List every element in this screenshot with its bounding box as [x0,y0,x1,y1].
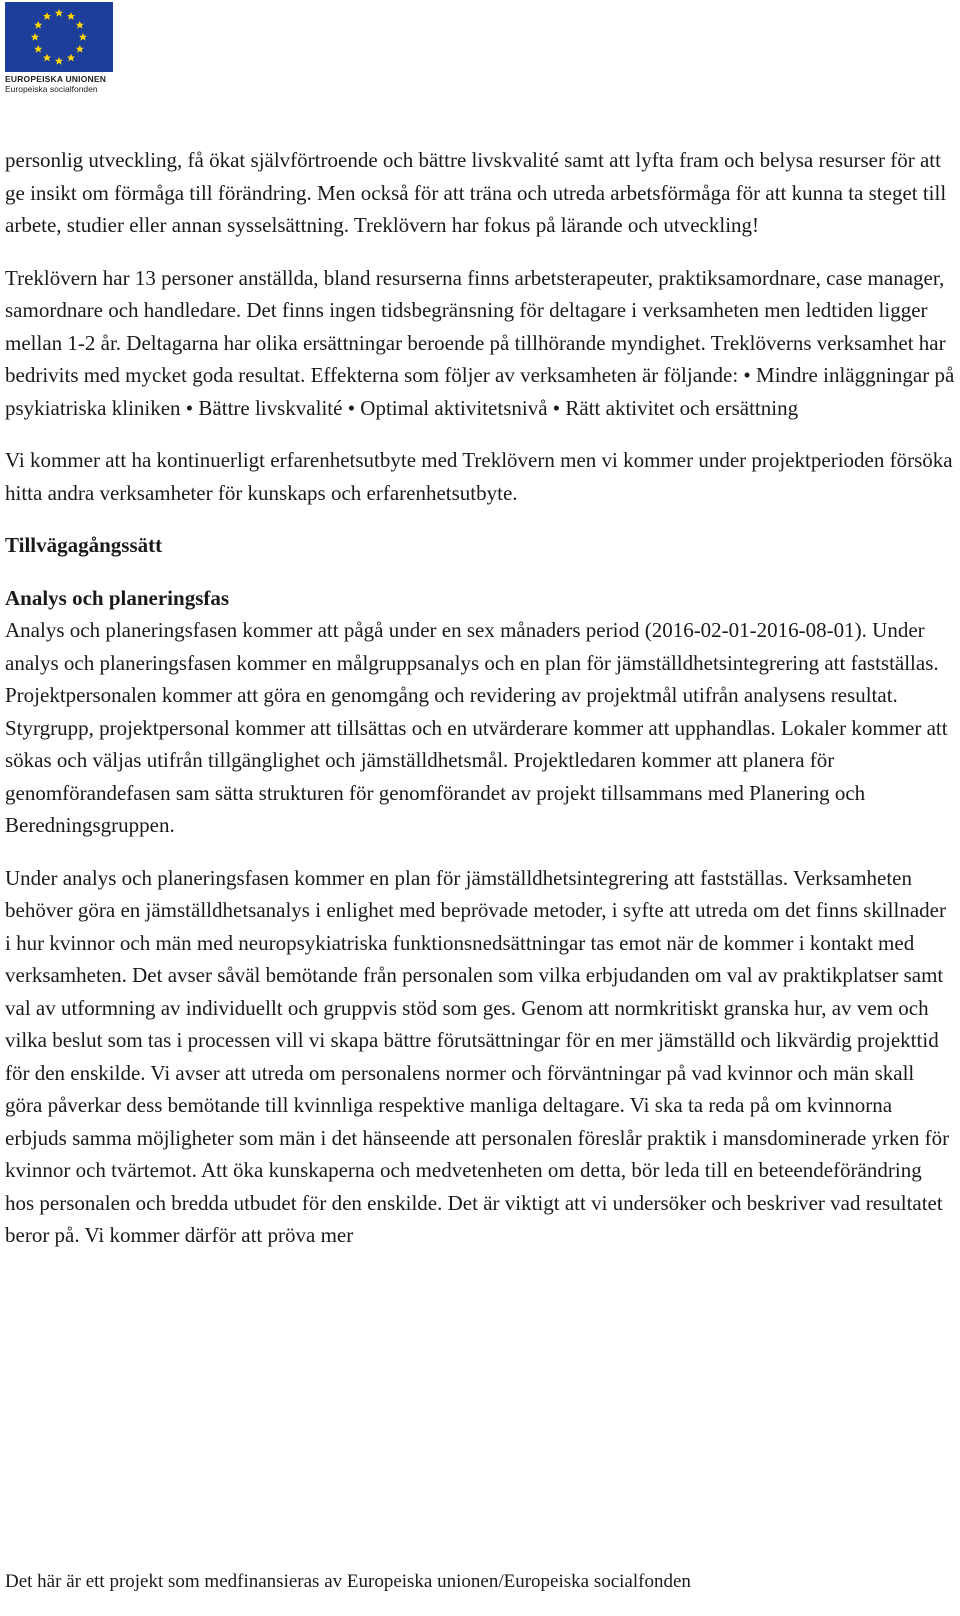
subsection-heading: Analys och planeringsfas [5,585,230,610]
paragraph-5: Under analys och planeringsfasen kommer en plan för jämställdhetsintegrering att fastställas. Verksamheten behöver göra en jämställdhetsanalys i enlighet med beprövade metoder, i syfte att utreda om det finns skillnader i hur kvinnor och män med neuropsykiatriska funktionsnedsättningar tas emot när de kommer i kontakt med verksamheten. Det avser såväl bemötande från personalen som vilka erbjudanden om val av praktikplatser samt val av utformning av individuellt och gruppvis stöd som ges. Genom att normkritiskt granska hur, av vem och vilka beslut som tas i processen vill vi skapa bättre förutsättningar för en mer jämställd och likvärdig projekttid för den enskilde. Vi avser att utreda om personalens normer och förväntningar på vad kvinnor och män skall göra påverkar dess bemötande till kvinnliga respektive manliga deltagare. Vi ska ta reda på om kvinnorna erbjuds samma möjligheter som män i det hänseende att personalen föreslår praktik i mansdominerade yrken för kvinnor och tvärtemot. Att öka kunskaperna och medvetenheten om detta, bör leda till en beteendeförändring hos personalen och bredda utbudet för den enskilde. Det är viktigt att vi undersöker och beskriver vad resultatet beror på. Vi kommer därför att pröva mer [5,865,950,1247]
logo-text [5,74,115,94]
star-icon [34,45,42,53]
star-icon [67,12,75,20]
paragraph-3: Vi kommer att ha kontinuerligt erfarenhetsutbyte med Treklövern men vi kommer under projektperioden försöka hitta andra verksamheter för kunskaps och erfarenhetsutbyte. [5,448,953,505]
star-icon [79,33,87,41]
star-icon [76,45,84,53]
star-icon [55,57,63,65]
logo-subtitle: Europeiska socialfonden [5,84,98,94]
star-icon [34,21,42,29]
star-icon [67,54,75,62]
eu-flag-icon [5,2,113,72]
eu-logo [5,2,115,92]
eu-stars [5,2,113,72]
paragraph-4: Analys och planeringsfasen kommer att pågå under en sex månaders period (2016-02-01-2016-08-01). Under analys och planeringsfasen kommer en målgruppsanalys och en plan för jämställdhetsintegrering att fastställas. Projektpersonalen kommer att göra en genomgång och revidering av projektmål utifrån analysens resultat. Styrgrupp, projektpersonal kommer att tillsättas och en utvärderare kommer att upphandlas. Lokaler kommer att sökas och väljas utifrån tillgänglighet och jämställdhetsmål. Projektledaren kommer att planera för genomförandefasen sam sätta strukturen för genomförandet av projekt tillsammans med Planering och Beredningsgruppen. [5,618,948,837]
logo-title: EUROPEISKA UNIONEN [5,74,107,84]
paragraph-2: Treklövern har 13 personer anställda, bland resurserna finns arbetsterapeuter, praktiksamordnare, case manager, samordnare och handledare. Det finns ingen tidsbegränsning för deltagare i verksamheten men ledtiden ligger mellan 1-2 år. Deltagarna har olika ersättningar beroende på tillhörande myndighet. Treklöverns verksamhet har bedrivits med mycket goda resultat. Effekterna som följer av verksamheten är följande: • Mindre inläggningar på psykiatriska kliniken • Bättre livskvalité • Optimal aktivitetsnivå • Rätt aktivitet och ersättning [5,265,955,420]
paragraph-1: personlig utveckling, få ökat självförtroende och bättre livskvalité samt att lyfta fram och belysa resurser för att ge insikt om förmåga till förändring. Men också för att träna och utreda arbetsförmåga för att kunna ta steget till arbete, studier eller annan sysselsättning. Treklövern har fokus på lärande och utveckling! [5,148,947,237]
page-footer: Det här är ett projekt som medfinansieras av Europeiska unionen/Europeiska socialfonden [5,1571,691,1592]
star-ring [31,9,87,65]
star-icon [43,54,51,62]
star-icon [76,21,84,29]
section-heading: Tillvägagångssätt [5,533,163,557]
star-icon [55,9,63,17]
document-body [5,144,955,1272]
star-icon [43,12,51,20]
star-icon [31,33,39,41]
